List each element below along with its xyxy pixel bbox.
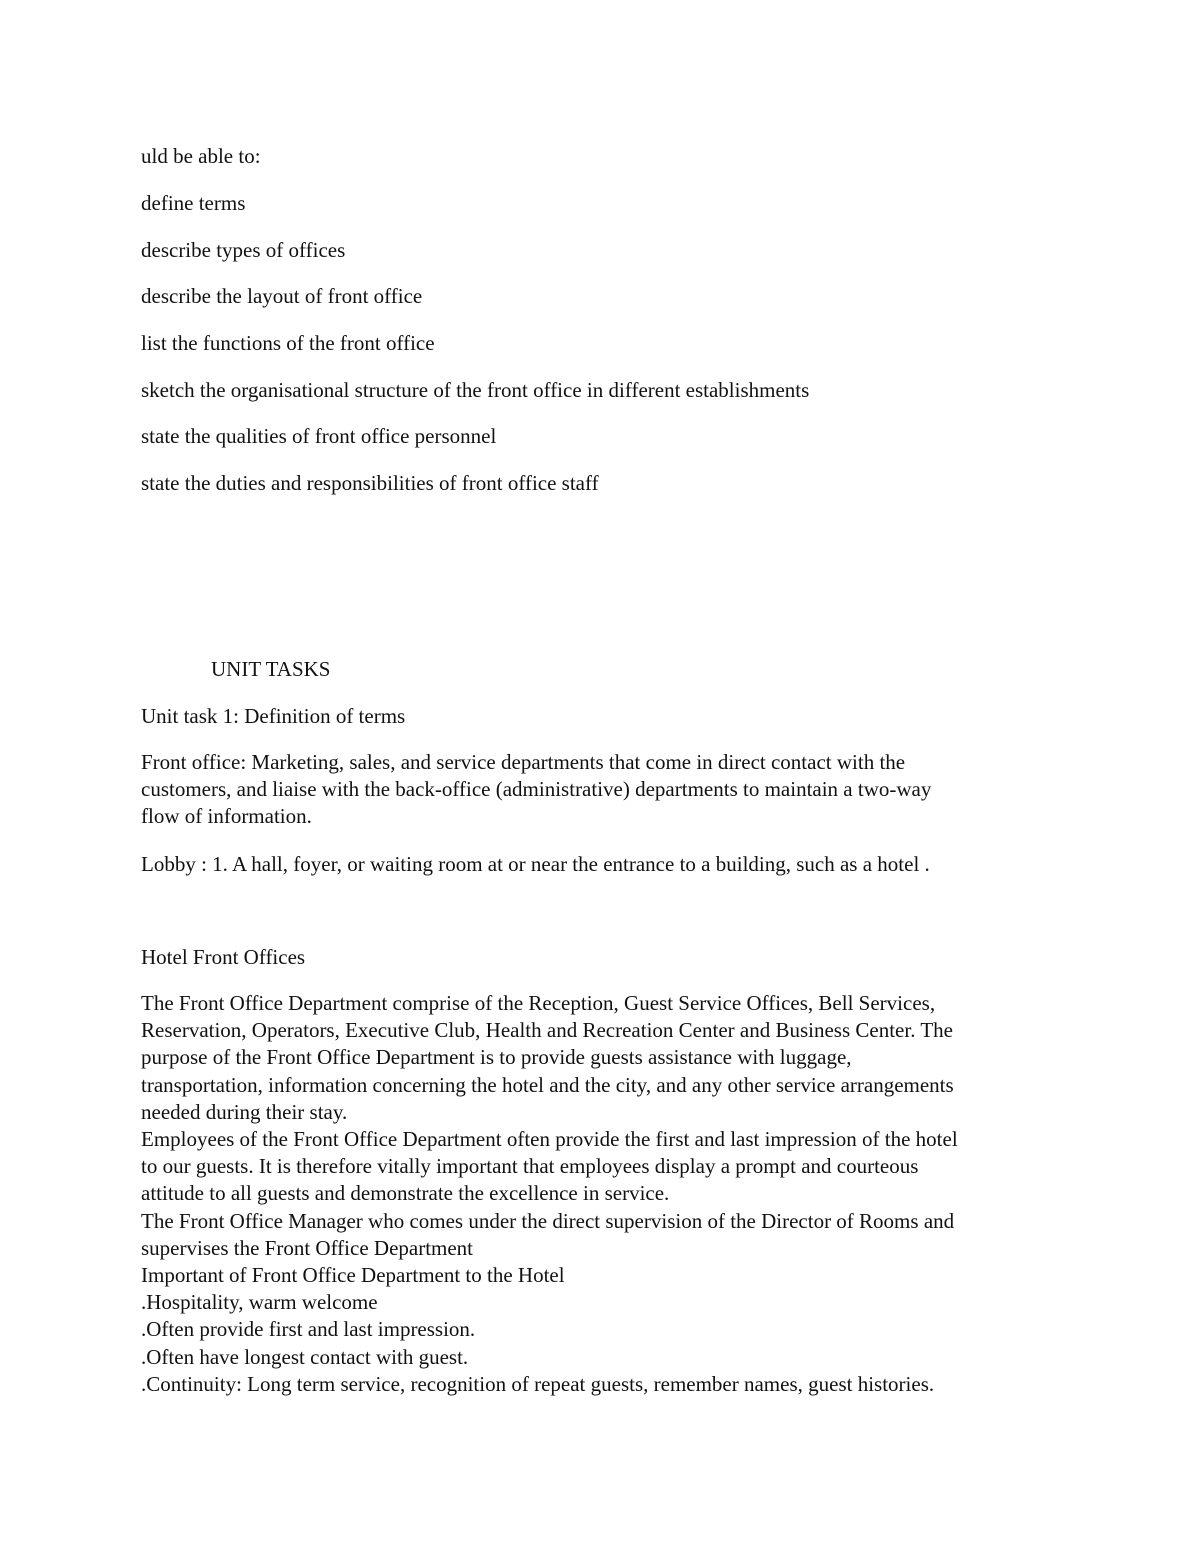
objective-item: list the functions of the front office [141,331,435,355]
objective-item: state the duties and responsibilities of front office staff [141,471,599,495]
body-line: Important of Front Office Department to the Hotel [141,1263,565,1288]
objective-item: state the qualities of front office personnel [141,424,497,448]
objective-item: define terms [141,191,246,215]
body-line: needed during their stay. [141,1099,348,1124]
body-line: purpose of the Front Office Department is to provide guests assistance with luggage, [141,1045,852,1070]
hotel-front-offices-body [141,990,1071,1398]
body-line: .Often provide first and last impression. [141,1317,476,1342]
body-line: .Continuity: Long term service, recognition of repeat guests, remember names, guest histories. [141,1371,935,1396]
objective-item: describe types of offices [141,238,346,262]
objective-item: describe the layout of front office [141,284,423,308]
body-line: The Front Office Department comprise of the Reception, Guest Service Offices, Bell Services, [141,991,936,1015]
front-office-definition [141,749,1071,831]
body-line: .Often have longest contact with guest. [141,1344,469,1369]
body-line: Reservation, Operators, Executive Club, Health and Recreation Center and Business Center. The [141,1018,953,1043]
body-line: The Front Office Manager who comes under the direct supervision of the Director of Rooms and [141,1208,955,1233]
definition-line: flow of information. [141,804,312,829]
lobby-definition: Lobby : 1. A hall, foyer, or waiting room at or near the entrance to a building, such as a hotel . [141,852,930,876]
body-line: to our guests. It is therefore vitally important that employees display a prompt and courteous [141,1154,919,1179]
body-line: .Hospitality, warm welcome [141,1290,378,1315]
objective-item: sketch the organisational structure of the front office in different establishments [141,378,810,402]
definition-line: customers, and liaise with the back-office (administrative) departments to maintain a two-way [141,777,932,802]
objectives-lead: uld be able to: [141,144,261,168]
unit-tasks-heading: UNIT TASKS [211,657,331,681]
body-line: transportation, information concerning the hotel and the city, and any other service arrangements [141,1072,954,1097]
body-line: Employees of the Front Office Department often provide the first and last impression of the hotel [141,1127,958,1152]
hotel-front-offices-heading: Hotel Front Offices [141,945,306,969]
unit-task-1-title: Unit task 1: Definition of terms [141,704,406,728]
body-line: supervises the Front Office Department [141,1235,474,1260]
body-line: attitude to all guests and demonstrate the excellence in service. [141,1181,670,1206]
definition-line: Front office: Marketing, sales, and service departments that come in direct contact with the [141,750,906,774]
